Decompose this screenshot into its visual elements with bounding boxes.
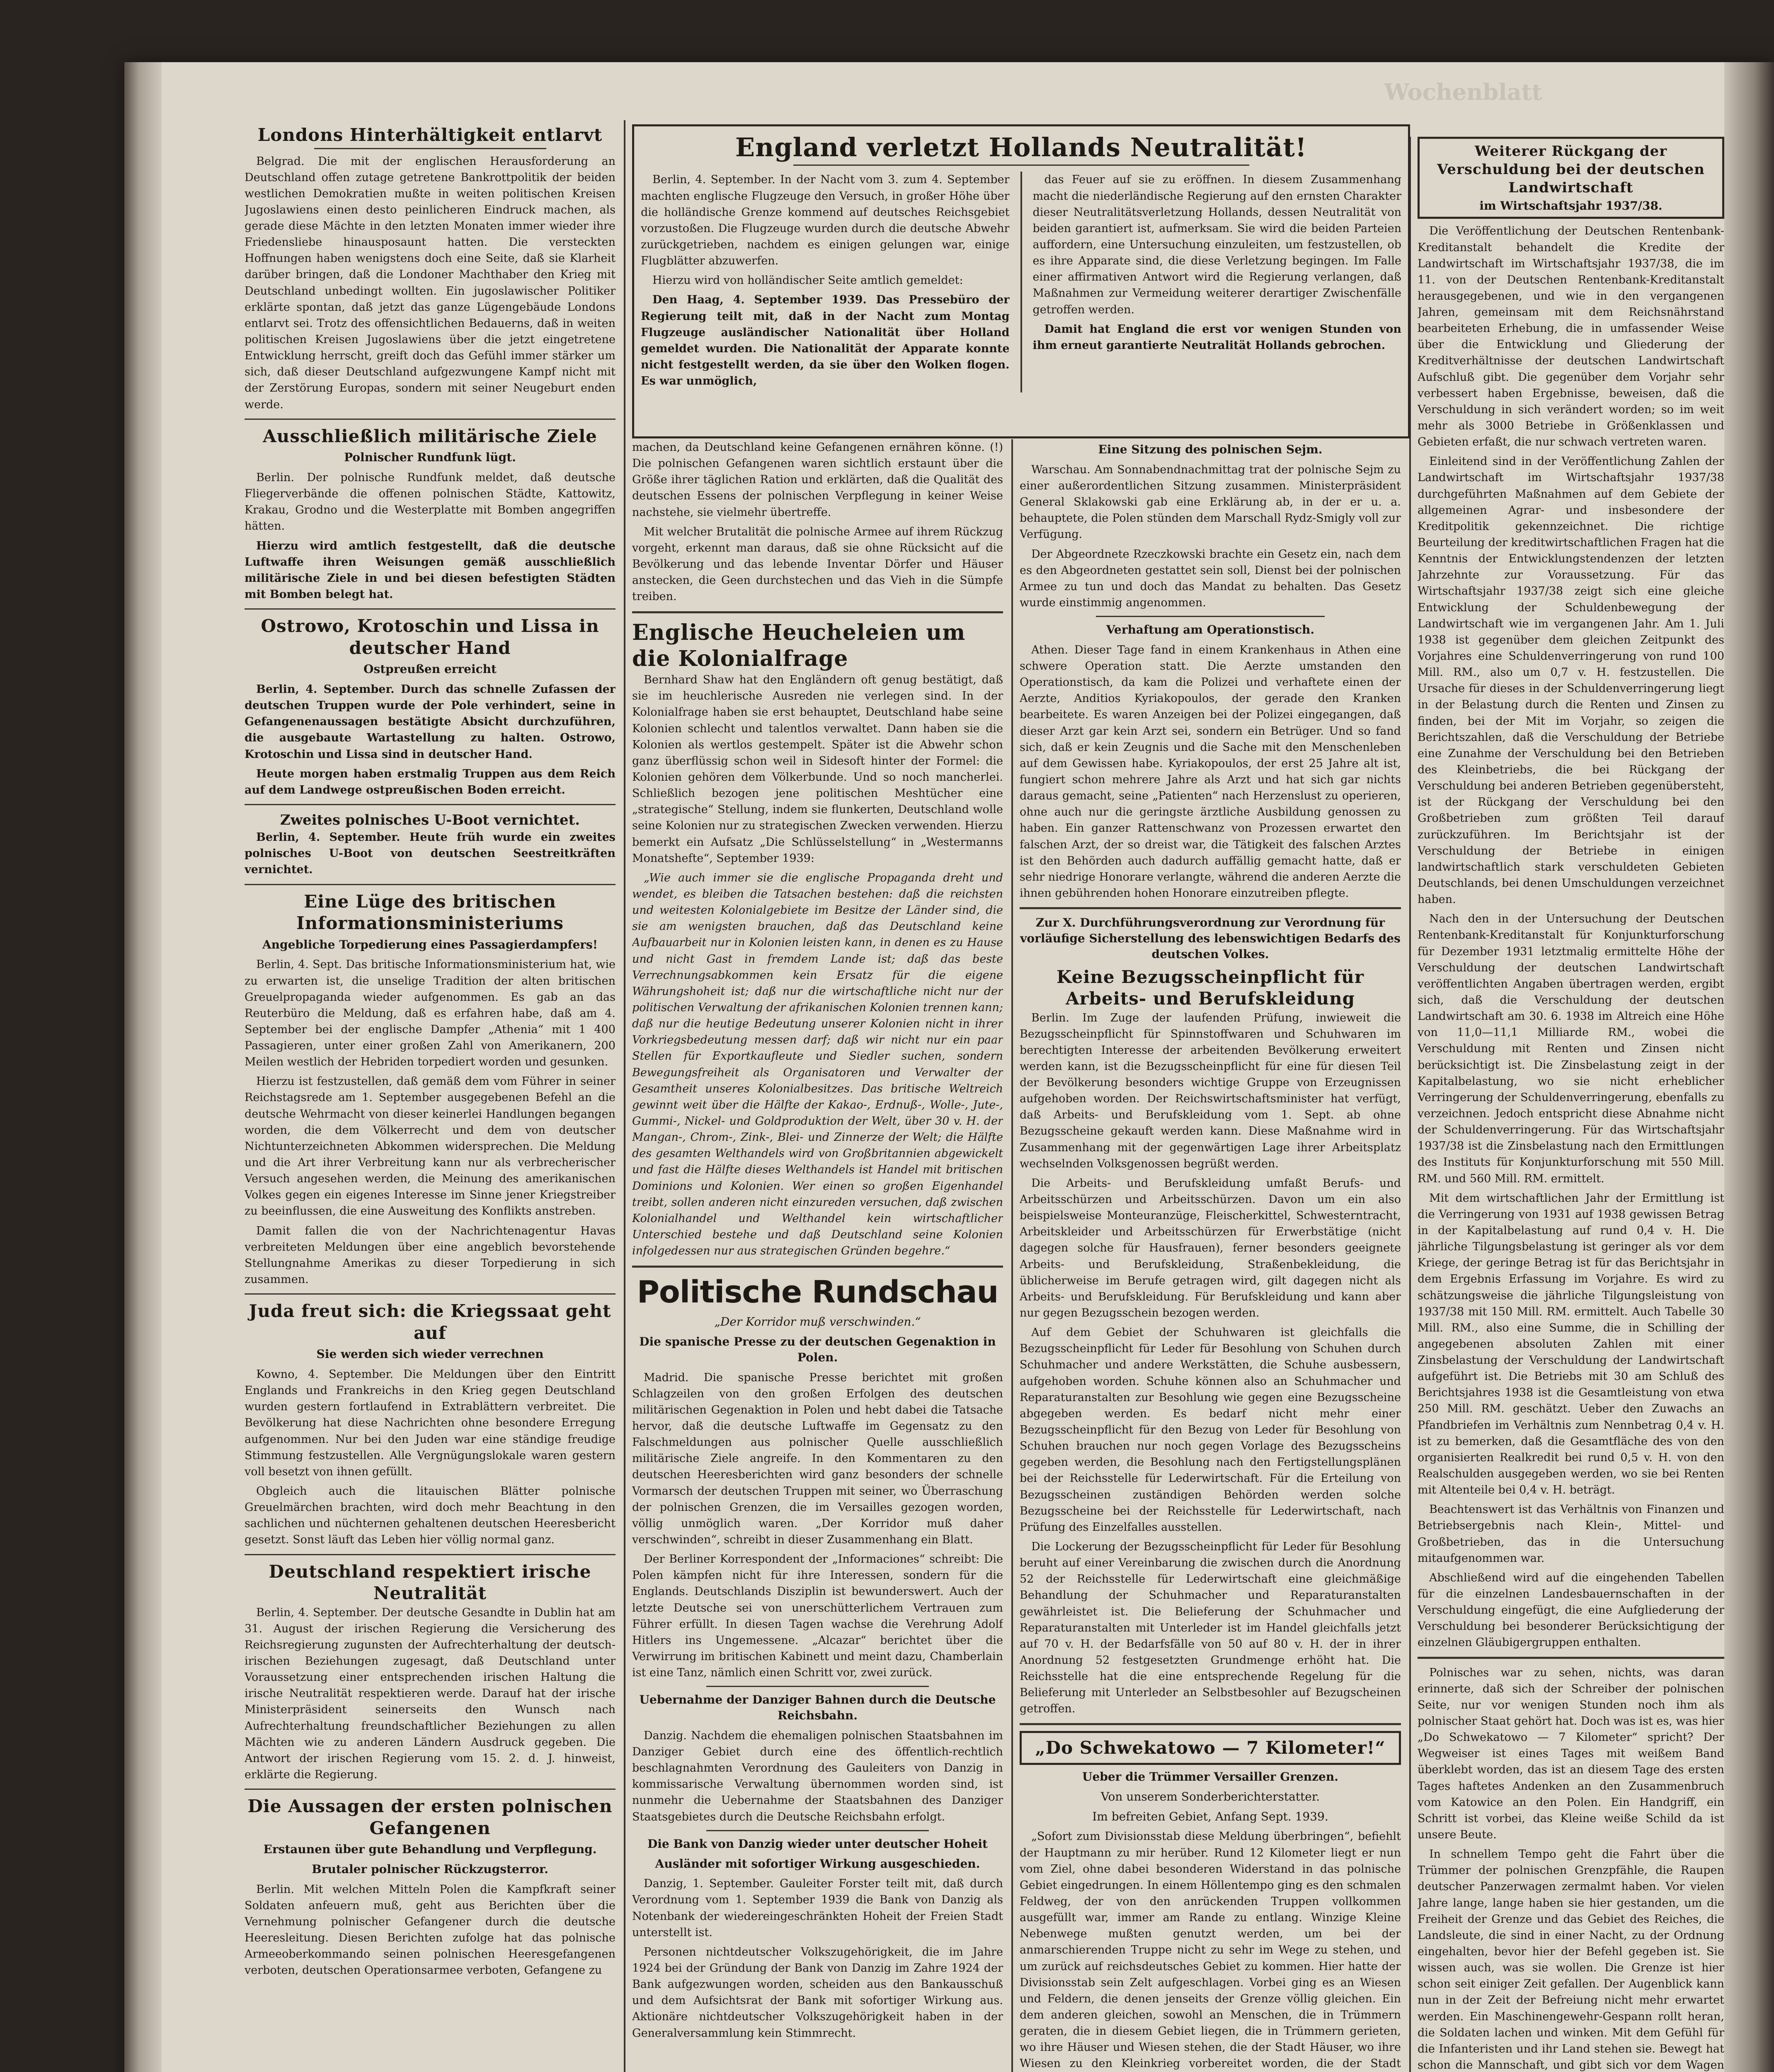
article-text: Berlin. Der polnische Rundfunk meldet, daß deutsche Fliegerverbände die offenen polnischen Städte, Kattowitz, Krakau, Grodno und die Westerplatte mit Bomben angegriffen hätten. xyxy=(245,471,616,533)
article-text: machen, da Deutschland keine Gefangenen ernähren könne. (!) Die polnischen Gefangenen waren sichtlich erstaunt über die Größe ihrer täglichen Ration und erklärten, daß die Qualität des deutschen Essens der polnischen Verpflegung in keiner Weise nachstehe, sie vielmehr übertreffe. xyxy=(632,441,1003,519)
article-byline: Von unserem Sonderberichterstatter. xyxy=(1100,1789,1320,1803)
article-text: Berlin, 4. September. Der deutsche Gesandte in Dublin hat am 31. August der irischen Regierung die Versicherung des Reichsregierung zugunsten der Aufrechterhaltung der deutsch-irischen Beziehungen zugesagt, daß Deutschland unter Voraussetzung einer entsprechenden irischen Haltung die irische Neutralität respektieren werde. Darauf hat der irische Ministerpräsident seinerseits den Wunsch nach Aufrechterhaltung freundschaftlicher Beziehungen zu allen Mächten wie zu anderen Ländern Ausdruck gegeben. Die Antwort der irischen Regierung vom 15. 2. d. J. hinweist, erklärte die Regierung. xyxy=(245,1606,616,1781)
separator xyxy=(1418,1657,1724,1659)
article-text: Die Arbeits- und Berufskleidung umfaßt Berufs- und Arbeitsschürzen und Arbeitsschürzen. Davon um ein also beispielsweise Monteuranzüge, Fleischerkittel, Schwesterntracht, Arbeitskleider und Arbeitsschürzen für Erwerbstätige (nicht dagegen solche für Hausfrauen), ferner besonders geeignete Arbeits- und Berufskleidung, Straßenbekleidung, die üblicherweise im Berufe getragen wird, gilt dagegen nicht als Arbeits- und Berufskleidung. Für Berufskleidung und kann aber nur gegen Bezugsschein bezogen werden. xyxy=(1020,1176,1401,1320)
article-title-england-holland: England verletzt Hollands Neutralität! xyxy=(735,132,1307,162)
article-title-debt: Weiterer Rückgang der Verschuldung bei der deutschen Landwirtschaft xyxy=(1437,143,1705,196)
article-subtitle: Erstaunen über gute Behandlung und Verpflegung. xyxy=(263,1842,597,1857)
article-text: Warschau. Am Sonnabendnachmittag trat der polnische Sejm zu einer außerordentlichen Sitzung zusammen. Ministerpräsident General Sklakowski gab eine Erklärung ab, in der er u. a. behauptete, die Polen stünden dem Marschall Rydz-Smigly voll zur Verfügung. xyxy=(1020,463,1401,541)
article-subtitle: Ueber die Trümmer Versailler Grenzen. xyxy=(1082,1770,1338,1784)
article-text: Mit dem wirtschaftlichen Jahr der Ermittlung ist die Verringerung von 1931 auf 1938 gewissen Betrag in der Kapitalbelastung auf rund 0,4 v. H. Die jährliche Tilgungsbelastung ist geringer als vor dem Kriege, der geringe Betrag ist für das Berichtsjahr in dem Ergebnis Erfassung im Vorjahre. Es wird zu schätzungsweise die jährliche Tilgungsleistung von 1937/38 mit 150 Mill. RM. ermittelt. Auch Tabelle 30 Mill. RM., also eine Summe, die in Schilling der angegebenen absoluten Zahlen mit einer Zinsbelastung der Verschuldung der Landwirtschaft aufgeführt ist. Die Betriebs mit 30 am Schluß des Berichtsjahres 1938 ist die Gesamtleistung von etwa 250 Mill. RM. geschätzt. Ueber den Zuwachs an Pfandbriefen im Verhältnis zum Nennbetrag 0,4 v. H. ist zu bemerken, daß die Gesamtfläche des von den organisierten Realkredit bei rund 0,5 v. H. von den Realschulden ausgegeben werden, wo sie bei Renten mit Altenteile bei 0,4 v. H. beträgt. xyxy=(1418,1191,1724,1497)
article-text: Berlin. Mit welchen Mitteln Polen die Kampfkraft seiner Soldaten anfeuern muß, geht aus Berichten über die Vernehmung polnischer Gefangener durch die deutsche Heeresleitung. Diesen Berichten zufolge hat das polnische Armeeoberkommando seinen polnischen Heeresgefangenen verboten, deutschen Operationsarmee verboten, Gefangene zu xyxy=(245,1883,616,1977)
separator xyxy=(245,1554,616,1555)
article-text: Berlin, 4. September. In der Nacht vom 3. zum 4. September machten englische Flugzeuge den Versuch, in großer Höhe über die holländische Grenze kommend auf deutsches Reichsgebiet vorzustoßen. Die Flugzeuge wurden durch die deutsche Abwehr zurückgetrieben, nachdem es einigen gelungen war, einige Flugblätter abzuwerfen. xyxy=(641,173,1010,268)
column-rule-1 xyxy=(624,120,625,2072)
article-text: Berlin, 4. September. Durch das schnelle Zufassen der deutschen Truppen wurde der Pole verhindert, seine in Gefangenenaussagen bestätigte Absicht durchzuführen, die ausgebaute Wartastellung zu halten. Ostrowo, Krotoschin und Lissa sind in deutscher Hand. xyxy=(245,683,616,761)
article-title-juda: Juda freut sich: die Kriegssaat geht auf xyxy=(249,1301,611,1343)
separator xyxy=(245,884,616,885)
boxed-article-england xyxy=(632,124,1410,438)
article-title-spain: Die spanische Presse zu der deutschen Gegenaktion in Polen. xyxy=(639,1335,996,1364)
separator xyxy=(706,1686,929,1687)
article-subtitle: Polnischer Rundfunk lügt. xyxy=(344,450,516,465)
article-text: Nach den in der Untersuchung der Deutschen Rentenbank-Kreditanstalt für Konjunkturforschung für Dezember 1931 letztmalig ermittelte Höhe der Verschuldung der deutschen Landwirtschaft veröffentlichten Angaben übertragen werden, ergibt sich, daß die Verschuldung der deutschen Landwirtschaft am 30. 6. 1938 im Altreich eine Höhe von 11,0—11,1 Milliarde RM., wobei die Verschuldung mit Renten und Zinsen nicht berücksichtigt ist. Die Zinsbelastung zeigt in der Kapitalbelastung, wo sie nicht erheblicher Verringerung der Schuldenverringerung, ebenfalls zu verzeichnen. Jedoch entspricht diese Abnahme nicht der Schuldenverringerung. Für das Wirtschaftsjahr 1937/38 ist die Zinsbelastung nach den Ermittlungen des Instituts für Konjunkturforschung mit 550 Mill. RM. und 560 Mill. RM. ermittelt. xyxy=(1418,913,1724,1185)
article-text: Den Haag, 4. September 1939. Das Pressebüro der Regierung teilt mit, daß in der Nacht zum Montag Flugzeuge ausländischer Nationalität über Holland gemeldet wurden. Die Nationalität der Apparate konnte nicht festgestellt werden, da sie über den Wolken flogen. Es war unmöglich, xyxy=(641,293,1010,388)
article-text: Berlin. Im Zuge der laufenden Prüfung, inwieweit die Bezugsscheinpflicht für Spinnstoffwaren und Schuhwaren im berechtigten Interesse der arbeitenden Bevölkerung erweitert werden kann, ist die Bezugsscheinpflicht für eine für diesen Teil der Bevölkerung besonders wichtige Gruppe von Erzeugnissen aufgehoben worden. Der Reichswirtschaftsminister hat verfügt, daß Arbeits- und Berufskleidung vom 1. Sept. ab ohne Bezugsscheine gekauft werden kann. Diese Maßnahme wird in Zusammenhang mit der gegenwärtigen Lage ihrer Arbeitsplatz wechselnden Volksgenossen begrüßt werden. xyxy=(1020,1011,1401,1170)
separator xyxy=(245,804,616,805)
article-text: Mit welcher Brutalität die polnische Armee auf ihrem Rückzug vorgeht, erkennt man daraus, daß sie ohne Rücksicht auf die Bevölkerung und das lebende Inventar Dörfer und Häuser anstecken, die Geen durchstechen und das Vieh in die Sümpfe treiben. xyxy=(632,525,1003,603)
column-3 xyxy=(1020,439,1401,2072)
article-title-workwear: Keine Bezugsscheinpflicht für Arbeits- und Berufskleidung xyxy=(1057,966,1364,1009)
article-text: Polnisches war zu sehen, nichts, was daran erinnerte, daß sich der Schreiber der polnischen Seite, nur vor wenigen Stunden noch ihm als polnischer Staat gehört hat. Doch was ist es, was hier „Do Schwekatowo — 7 Kilometer“ spricht? Der Wegweiser ist eines Tages mit weißem Band überklebt worden, das ist an diesem Tage des ersten Tages haftetes Andenken an den Zusammenbruch vom Katowice an den Polen. Ein Handgriff, ein Schritt ist vorbei, das Kleine weiße Schild da ist unsere Beute. xyxy=(1418,1666,1724,1841)
page-binding xyxy=(1724,62,1774,2072)
article-kicker-ordinance: Zur X. Durchführungsverordnung zur Verordnung für vorläufige Sicherstellung des lebenswichtigen Bedarfs des deutschen Volkes. xyxy=(1020,916,1401,961)
article-title-schwekatowo: „Do Schwekatowo — 7 Kilometer!“ xyxy=(1035,1737,1386,1758)
article-title-colonies: Englische Heucheleien um die Kolonialfrage xyxy=(632,620,966,671)
article-text: das Feuer auf sie zu eröffnen. In diesem Zusammenhang macht die niederländische Regierung auf den ernsten Charakter dieser Neutralitätsverletzung Hollands, dessen Neutralität von beiden garantiert ist, aufmerksam. Sie wird die beiden Parteien auffordern, eine Untersuchung einzuleiten, um festzustellen, ob es ihre Apparate sind, die diese Verletzung begingen. Im Falle einer affirmativen Antwort wird die Regierung verlangen, daß Maßnahmen zur Vermeidung weiterer derartiger Zwischenfälle getroffen werden. xyxy=(1032,173,1401,316)
article-subtitle: im Wirtschaftsjahr 1937/38. xyxy=(1479,198,1663,213)
article-text: Hierzu wird amtlich festgestellt, daß die deutsche Luftwaffe ihren Weisungen gemäß ausschließlich militärische Ziele in und bei diesen befestigten Städten mit Bomben belegt hat. xyxy=(245,539,616,601)
article-title-uboat: Zweites polnisches U-Boot vernichtet. xyxy=(280,811,580,828)
article-text: Berlin, 4. September. Heute früh wurde ein zweites polnisches U-Boot von deutschen Seestreitkräften vernichtet. xyxy=(245,831,616,876)
article-text: Hierzu ist festzustellen, daß gemäß dem vom Führer in seiner Reichstagsrede am 1. September ausgegebenen Befehl an die deutsche Wehrmacht von dieser keinerlei Handlungen begangen worden, die dem Völkerrecht und dem von deutscher Nichtunterzeichneten Abkommen widersprechen. Die Meldung und die Art ihrer Verbreitung kann nur als verbrecherischer Versuch angesehen werden, die Meinung des amerikanischen Volkes gegen ein eigenes Interesse im Sinne jener Kriegstreiber zu beeinflussen, die eine Ausweitung des Konflikts anstreben. xyxy=(245,1075,616,1218)
boxed-title-debt xyxy=(1418,137,1724,219)
article-title-ostrowo: Ostrowo, Krotoschin und Lissa in deutscher Hand xyxy=(261,616,599,658)
separator xyxy=(245,1293,616,1295)
article-text: Der Abgeordnete Rzeczkowski brachte ein Gesetz ein, nach dem es den Abgeordneten gestattet sein soll, Dienst bei der polnischen Armee zu tun und doch das Mandat zu behalten. Das Gesetz wurde einstimmig angenommen. xyxy=(1020,547,1401,609)
article-title-british-lie: Eine Lüge des britischen Informationsministeriums xyxy=(296,891,564,934)
article-text: Auf dem Gebiet der Schuhwaren ist gleichfalls die Bezugsscheinpflicht für Leder für Besohlung von Schuhen durch Schuhmacher und andere Werkstätten, die Schuhe ausbessern, aufgehoben worden. Schuhe können also an Schuhmacher und Reparaturanstalten zur Besohlung wie gegen eine Bezugsscheine abgegeben werden. Es bedarf nicht mehr einer Bezugsscheinpflicht für den Bezug von Leder für Besohlung von Schuhen brauchen nur noch gegen Vorlage des Bezugsscheins gegeben werden, die Besohlung nach den Fertigstellungsplänen bei der Reichsstelle für Lederwirtschaft. Für die Erteilung von Bezugsscheinen zuständigen Behörden werden solche Bezugsscheine bei der Reichsstelle für Lederwirtschaft, nach Prüfung des Einzelfalles ausstellen. xyxy=(1020,1326,1401,1534)
article-text: Beachtenswert ist das Verhältnis von Finanzen und Betriebsergebnis nach Klein-, Mittel- und Großbetrieben, das in die Untersuchung mitaufgenommen war. xyxy=(1418,1503,1724,1565)
article-text: Der Berliner Korrespondent der „Informaciones“ schreibt: Die Polen kämpfen nicht für ihre Interessen, sondern für die Englands. Deutschlands Disziplin ist bewunderswert. Auch der letzte Deutsche sei von unerschütterlichem Vertrauen zum Führer erfüllt. In diesen Tagen wachse die Verehrung Adolf Hitlers ins Ungemessene. „Alcazar“ berichtet über die Verwirrung im britischen Kabinett und meint dazu, Chamberlain ist eine Tanz, nämlich einen Schritt vor, zwei zurück. xyxy=(632,1553,1003,1680)
boxed-title-schwekatowo xyxy=(1020,1731,1401,1765)
article-subtitle: Sie werden sich wieder verrechnen xyxy=(316,1347,544,1361)
article-subtitle: Ausländer mit sofortiger Wirkung ausgeschieden. xyxy=(655,1857,980,1871)
title-underline xyxy=(793,165,1249,166)
column-4 xyxy=(1418,137,1724,2072)
article-title-prisoners: Die Aussagen der ersten polnischen Gefangenen xyxy=(247,1796,613,1838)
article-title-operating-table: Verhaftung am Operationstisch. xyxy=(1106,623,1315,637)
article-text: Heute morgen haben erstmalig Truppen aus dem Reich auf dem Landwege ostpreußischen Boden erreicht. xyxy=(245,767,616,796)
article-kicker: „Der Korridor muß verschwinden.“ xyxy=(714,1315,921,1329)
article-subtitle: Ostpreußen erreicht xyxy=(364,662,497,676)
article-text: „Wie auch immer sie die englische Propaganda dreht und wendet, es bleiben die Tatsachen bestehen: daß die reichsten und weitesten Kolonialgebiete im Besitze der Länder sind, die sie am wenigsten brauchen, daß das Deutschland keine Aufbauarbeit nur in Kolonien leisten kann, in denen es zu Hause und nicht Gast in fremdem Lande ist; daß das beste Verrechnungsabkommen kein Ersatz für die eigene Währungshoheit ist; daß nur die wirtschaftliche nicht nur der politischen Verwaltung der afrikanischen Kolonien trennen kann; daß nur die heutige Bedeutung unserer Kolonien nicht in ihrer Vorkriegsbedeutung messen darf; daß wir nicht nur ein paar Stellen für Exportkaufleute und Siedler suchen, sondern Bewegungsfreiheit als Organisatoren und Verwalter der Gesamtheit unseres Kolonialbesitzes. Das britische Weltreich gewinnt weit über die Hälfte der Kakao-, Erdnuß-, Wolle-, Jute-, Gummi-, Nickel- und Goldproduktion der Welt, über 30 v. H. der Mangan-, Chrom-, Zink-, Blei- und Zinnerze der Welt; die Hälfte des gesamten Welthandels wird von Großbritannien abgewickelt und fast die Hälfte dieses Welthandels ist Handel mit britischen Dominions und Kolonien. Wer einen so großen Eigenhandel treibt, sollen anderen nicht einzureden versuchen, daß zwischen Kolonialhandel und Welthandel kein wirtschaftlicher Unterschied bestehe und daß Deutschland seine Kolonien infolgedessen nur aus strategischen Gründen begehre.“ xyxy=(632,871,1003,1258)
article-text: Abschließend wird auf die eingehenden Tabellen für die einzelnen Landesbauernschaften in der Verschuldung eingefügt, die eine Aufgliederung der Verschuldung bei besonderer Berücksichtigung der einzelnen Gläubigergruppen enthalten. xyxy=(1418,1571,1724,1649)
inner-rule xyxy=(1020,172,1022,392)
separator xyxy=(1020,1723,1401,1725)
article-text: Berlin, 4. Sept. Das britische Informationsministerium hat, wie zu erwarten ist, die unselige Tradition der alten britischen Greuelpropaganda wieder aufgenommen. Es gab an das Reuterbüro die Meldung, daß es erfahren habe, daß am 4. September bei der englische Dampfer „Athenia“ mit 1 400 Passagieren, unter einer großen Zahl von Amerikanern, 200 Meilen westlich der Hebriden torpediert worden und gesunken. xyxy=(245,958,616,1069)
article-subtitle: Brutaler polnischer Rückzugsterror. xyxy=(312,1862,548,1876)
separator xyxy=(632,611,1003,613)
article-text: Damit fallen die von der Nachrichtenagentur Havas verbreiteten Meldungen über eine angeblich bevorstehende Stellungnahme Amerikas zu dieser Torpedierung in sich zusammen. xyxy=(245,1224,616,1286)
article-text: Damit hat England die erst vor wenigen Stunden von ihm erneut garantierte Neutralität Hollands gebrochen. xyxy=(1032,322,1401,352)
article-text: Die Veröffentlichung der Deutschen Rentenbank-Kreditanstalt behandelt die Kredite der Landwirtschaft im Wirtschaftsjahr 1937/38, die im 11. von der Deutschen Rentenbank-Kreditanstalt herausgegebenen, und wie in den vergangenen Jahren, gemeinsam mit dem Reichsnährstand bearbeiteten Erhebung, die in umfassender Weise über die Entwicklung und Gliederung der Kreditverhältnisse der deutschen Landwirtschaft Aufschluß gibt. Die gegenüber dem Vorjahr sehr verbessert haben Ergebnisse, beweisen, daß die Verschuldung in sich verändert worden; so im weit mehr als 3000 Betriebe in Größenklassen und Gebieten erfaßt, die nur schwach vertreten waren. xyxy=(1418,225,1724,449)
separator xyxy=(632,1266,1003,1268)
article-text: Danzig, 1. September. Gauleiter Forster teilt mit, daß durch Verordnung vom 1. September 1939 die Bank von Danzig als Notenbank der wiedereingeschränkten Hoheit der Freien Stadt unterstellt ist. xyxy=(632,1877,1003,1939)
article-text: Die Lockerung der Bezugsscheinpflicht für Leder für Besohlung beruht auf einer Vereinbarung die zwischen durch die Anordnung 52 der Reichsstelle für Lederwirtschaft eine gleichmäßige Behandlung der Schuhmacher und Reparaturanstalten gewährleistet ist. Die Belieferung der Schuhmacher und Reparaturanstalten mit Unterleder ist im Handel gleichfalls jetzt auf 70 v. H. der Bedarfsfälle von 50 auf 80 v. H. der in ihrer Anordnung 52 festgesetzten Grundmenge erhöht hat. Die Reichsstelle hat die eine entsprechende Regelung für die Belieferung mit Unterleder an Selbstbesohler auf Bezugscheinen getroffen. xyxy=(1020,1540,1401,1716)
separator xyxy=(245,1789,616,1790)
separator xyxy=(245,419,616,420)
article-text: Madrid. Die spanische Presse berichtet mit großen Schlagzeilen von den großen Erfolgen des deutschen militärischen Gegenaktion in Polen und hebt dabei die Tatsache hervor, daß die deutsche Luftwaffe im Gegensatz zu den Falschmeldungen aus polnischer Quelle ausschließlich militärische Ziele angreife. In den Kommentaren zu den deutschen Heeresberichten wird ganz besonders der schnelle Vormarsch der deutschen Truppen mit seiner, wo Überraschung der polnischen Grenzen, die im Versailles gezogen worden, völlig unmöglich waren. „Der Korridor muß daher verschwinden“, schreibt in dieser Zusammenhang ein Blatt. xyxy=(632,1371,1003,1547)
title-underline xyxy=(314,148,546,149)
article-title-military-targets: Ausschließlich militärische Ziele xyxy=(263,426,597,446)
article-title-ireland: Deutschland respektiert irische Neutralität xyxy=(269,1561,591,1604)
page-edge-stack xyxy=(124,62,162,2072)
article-title-london: Londons Hinterhältigkeit entlarvt xyxy=(257,125,603,145)
article-text: Hierzu wird von holländischer Seite amtlich gemeldet: xyxy=(652,274,963,287)
article-subtitle: Angebliche Torpedierung eines Passagierdampfers! xyxy=(262,937,598,951)
article-text: Personen nichtdeutscher Volkszugehörigkeit, die im Jahre 1924 bei der Gründung der Bank von Danzig im Zahre 1924 der Bank aufgezwungen worden, scheiden aus den Bankausschuß und dem Aufsichtsrat der Bank mit sofortiger Wirkung aus. Aktionäre nichtdeutscher Volkszugehörigkeit haben in der Generalversammlung kein Stimmrecht. xyxy=(632,1945,1003,2040)
column-1 xyxy=(245,124,616,2072)
article-text: Kowno, 4. September. Die Meldungen über den Eintritt Englands und Frankreichs in den Krieg gegen Deutschland wurden gestern fortlaufend in Extrablättern verbreitet. Die Bevölkerung hat diese Nachrichten ohne besondere Erregung aufgenommen. Nur bei den Juden war eine ständige freudige Stimmung festzustellen. Alle Vergnügungslokale waren gestern voll besetzt von ihnen gefüllt. xyxy=(245,1368,616,1478)
separator xyxy=(706,1830,929,1831)
article-text: Bernhard Shaw hat den Engländern oft genug bestätigt, daß sie im heuchlerische Ausreden nie verlegen sind. In der Kolonialfrage haben sie erst behauptet, Deutschland habe seine Kolonien schlecht und talentlos verwaltet. Dann haben sie die Kolonien als wertlos gestempelt. Später ist die Abwehr schon ganz überflüssig schon weil in Sidesoft hinter der Formel: die Kolonien gehören dem Völkerbunde. Und so noch mancherlei. Schließlich bezogen jene politischen Meshtücher eine „strategische“ Stellung, indem sie flunkerten, Deutschland wolle seine Kolonien nur zu strategischen Zwecken verwenden. Hierzu bemerkt ein Aufsatz „Die Schlüsselstellung“ in „Westermanns Monatshefte“, September 1939: xyxy=(632,673,1003,865)
article-text: „Sofort zum Divisionsstab diese Meldung überbringen“, befiehlt der Hauptmann zu mir herüber. Rund 12 Kilometer liegt er nun vom Ziel, ohne dabei besonderen Widerstand in das polnische Gebiet eingedrungen. In einem Höllentempo ging es den schmalen Feldweg, der von den anrückenden Truppen vollkommen ausgefüllt war, immer am Rande zu entlang. Winzige Kleine Nebenwege mußten genutzt werden, um bei der anmarschierenden Truppe nicht zu sehr im Wege zu stehen, und um zurück auf reichsdeutsches Gebiet zu kommen. Hier hatte der Divisionsstab sein Zelt aufgeschlagen. Vorbei ging es an Wiesen und Feldern, die denen jenseits der Grenze völlig gleichen. Ein dem anderen gleichen, sowohl an Menschen, die in Trümmern geraten, die in diesem Gebiet liegen, die in Trümmern gerieten, wo ihre Häuser und Wiesen stehen, die der Stadt Häuser, wo ihre Wiesen zu den Kleinkrieg vorbereitet worden, die der Stadt xyxy=(1020,1830,1401,2070)
article-text: Danzig. Nachdem die ehemaligen polnischen Staatsbahnen im Danziger Gebiet durch eine des öffentlich-rechtlich beschlagnahmten Verordnung des Gauleiters von Danzig in kommissarische Verwaltung übernommen worden sind, ist nunmehr die Uebernahme der Staatsbahnen des Danziger Staatsgebietes durch die Deutsche Reichsbahn erfolgt. xyxy=(632,1729,1003,1823)
separator xyxy=(245,608,616,610)
article-title-danzig-bank: Die Bank von Danzig wieder unter deutscher Hoheit xyxy=(647,1837,988,1851)
article-title-danzig-rail: Uebernahme der Danziger Bahnen durch die Deutsche Reichsbahn. xyxy=(639,1693,996,1723)
article-title-sejm: Eine Sitzung des polnischen Sejm. xyxy=(1098,443,1323,456)
article-text: Belgrad. Die mit der englischen Herausforderung an Deutschland offen zutage getretene Bankrottpolitik der beiden westlichen Demokratien mußte in weiten politischen Kreisen Jugoslawiens einen desto peinlicheren Eindruck machen, als gerade diese Mächte in den letzten Monaten immer wieder ihre Friedensliebe hinausposaunt hatten. Die versteckten Hoffnungen haben wenigstens doch eine Seite, daß sie Klarheit darüber bringen, daß die Londoner Machthaber den Krieg mit Deutschland unbedingt wollten. Ein jugoslawischer Politiker erklärte spontan, daß jetzt das ganze Lügengebäude Londons entlarvt sei. Trotz des offensichtlichen Bedauerns, daß in weiten politischen Kreisen Jugoslawiens über die jetzt eingetretene Entwicklung herrscht, greift doch das Gefühl immer stärker um sich, daß dieser Deutschland aufgezwungene Kampf nicht mit der Zerstörung Europas, sondern mit seiner Neugeburt enden werde. xyxy=(245,155,616,411)
separator xyxy=(1020,907,1401,909)
article-text: Einleitend sind in der Veröffentlichung Zahlen der Landwirtschaft im Wirtschaftsjahr 1937/38 durchgeführten Maßnahmen auf dem Gebiete der allgemeinen Agrar- und insbesondere der Kreditpolitik gekennzeichnet. Die richtige Beurteilung der kreditwirtschaftlichen Fragen hat die Kenntnis der Entwicklungstendenzen der letzten Jahrzehnte zur Voraussetzung. Für das Wirtschaftsjahr 1937/38 zeigt sich eine gleiche Entwicklung der Schuldenbewegung der Landwirtschaft wie im vergangenen Jahr. Am 1. Juli 1938 ist gegenüber dem gleichen Zeitpunkt des Vorjahres eine Schuldenverringerung von rund 100 Mill. RM., also um 0,7 v. H. festzustellen. Die Ursache für dieses in der Schuldenverringerung liegt in der Belastung durch die Renten und Zinsen zu finden, bei der Mit im Vorjahr, so zeigen die Berichtszahlen, daß die Verschuldung der Betriebe eine Zunahme der Verschuldung bei den Betrieben des Kleinbetriebs, die bei Rückgang der Verschuldung bei anderen Betrieben gegenübersteht, ist der Rückgang der Verschuldung bei den Großbetrieben zum größten Teil darauf zurückzuführen. Im Berichtsjahr ist der Verschuldung der Betriebe in einigen landwirtschaftlich stark verschuldeten Gebieten Deutschlands, bei denen Umschuldungen verzeichnet haben. xyxy=(1418,455,1724,906)
separator xyxy=(1096,616,1325,617)
column-2 xyxy=(632,439,1003,2072)
article-text: In schnellem Tempo geht die Fahrt über die Trümmer der polnischen Grenzpfähle, die Raupen deutscher Panzerwagen zermalmt haben. Vor vielen Jahre lange, lange haben sie hier gestanden, um die Freiheit der Grenze und das Gebiet des Reiches, die Landsleute, die sind in einer Nacht, zu der Ordnung eingehalten, bevor hier der Befehl gegeben ist. Sie wissen auch, was sie wollen. Die Grenze ist hier schon seit einiger Zeit gefallen. Der Augenblick kann nun in der Zeit der Befreiung nicht mehr erwartet werden. Ein Maschinengewehr-Gespann rollt heran, die Soldaten lachen und winken. Mit dem Gefühl für die Infanteristen und ihr Land stehen sie. Bewegt hat schon die Mannschaft, und gibt sich vor dem Wagen xyxy=(1418,1848,1724,2072)
column-rule-2 xyxy=(1011,439,1013,2072)
section-title-rundschau: Politische Rundschau xyxy=(637,1274,998,1310)
article-text: Obgleich auch die litauischen Blätter polnische Greuelmärchen brachten, wird doch mehr Beachtung in den sachlichen und nüchternen gehaltenen deutschen Heeresbericht gesetzt. Sonst läuft das Leben hier völlig normal ganz. xyxy=(245,1484,616,1547)
article-dateline: Im befreiten Gebiet, Anfang Sept. 1939. xyxy=(1092,1809,1328,1823)
show-through-masthead: Wochenblatt xyxy=(1384,79,1542,105)
article-text: Athen. Dieser Tage fand in einem Krankenhaus in Athen eine schwere Operation statt. Die Aerzte umstanden den Operationstisch, da kam die Polizei und verhaftete einen der Aerzte, Anditios Kyriakopoulos, der gerade den Kranken bearbeitete. Es waren Anzeigen bei der Polizei eingegangen, daß dieser Arzt gar kein Arzt sei, sondern ein Betrüger. Und so fand sich, daß er kein Zeugnis und die Sache mit den Menschenleben auf dem Gewissen habe. Kyriakopoulos, der erst 25 Jahre alt ist, fungiert schon mehrere Jahre als Arzt und hat sich gar nichts daraus gemacht, seine „Patienten“ nach Herzenslust zu operieren, ohne auch nur die geringste ärztliche Ausbildung genossen zu haben. Ein ganzer Rattenschwanz von Prozessen erwartet den falschen Arzt, der so dreist war, die Tätigkeit des falschen Arztes ist den Behörden auch dadurch auffällig gemacht hatte, daß er sehr niedrige Honorare verlangte, während die anderen Aerzte die ihnen gebührenden hohen Honorare einzutreiben pflegte. xyxy=(1020,643,1401,900)
